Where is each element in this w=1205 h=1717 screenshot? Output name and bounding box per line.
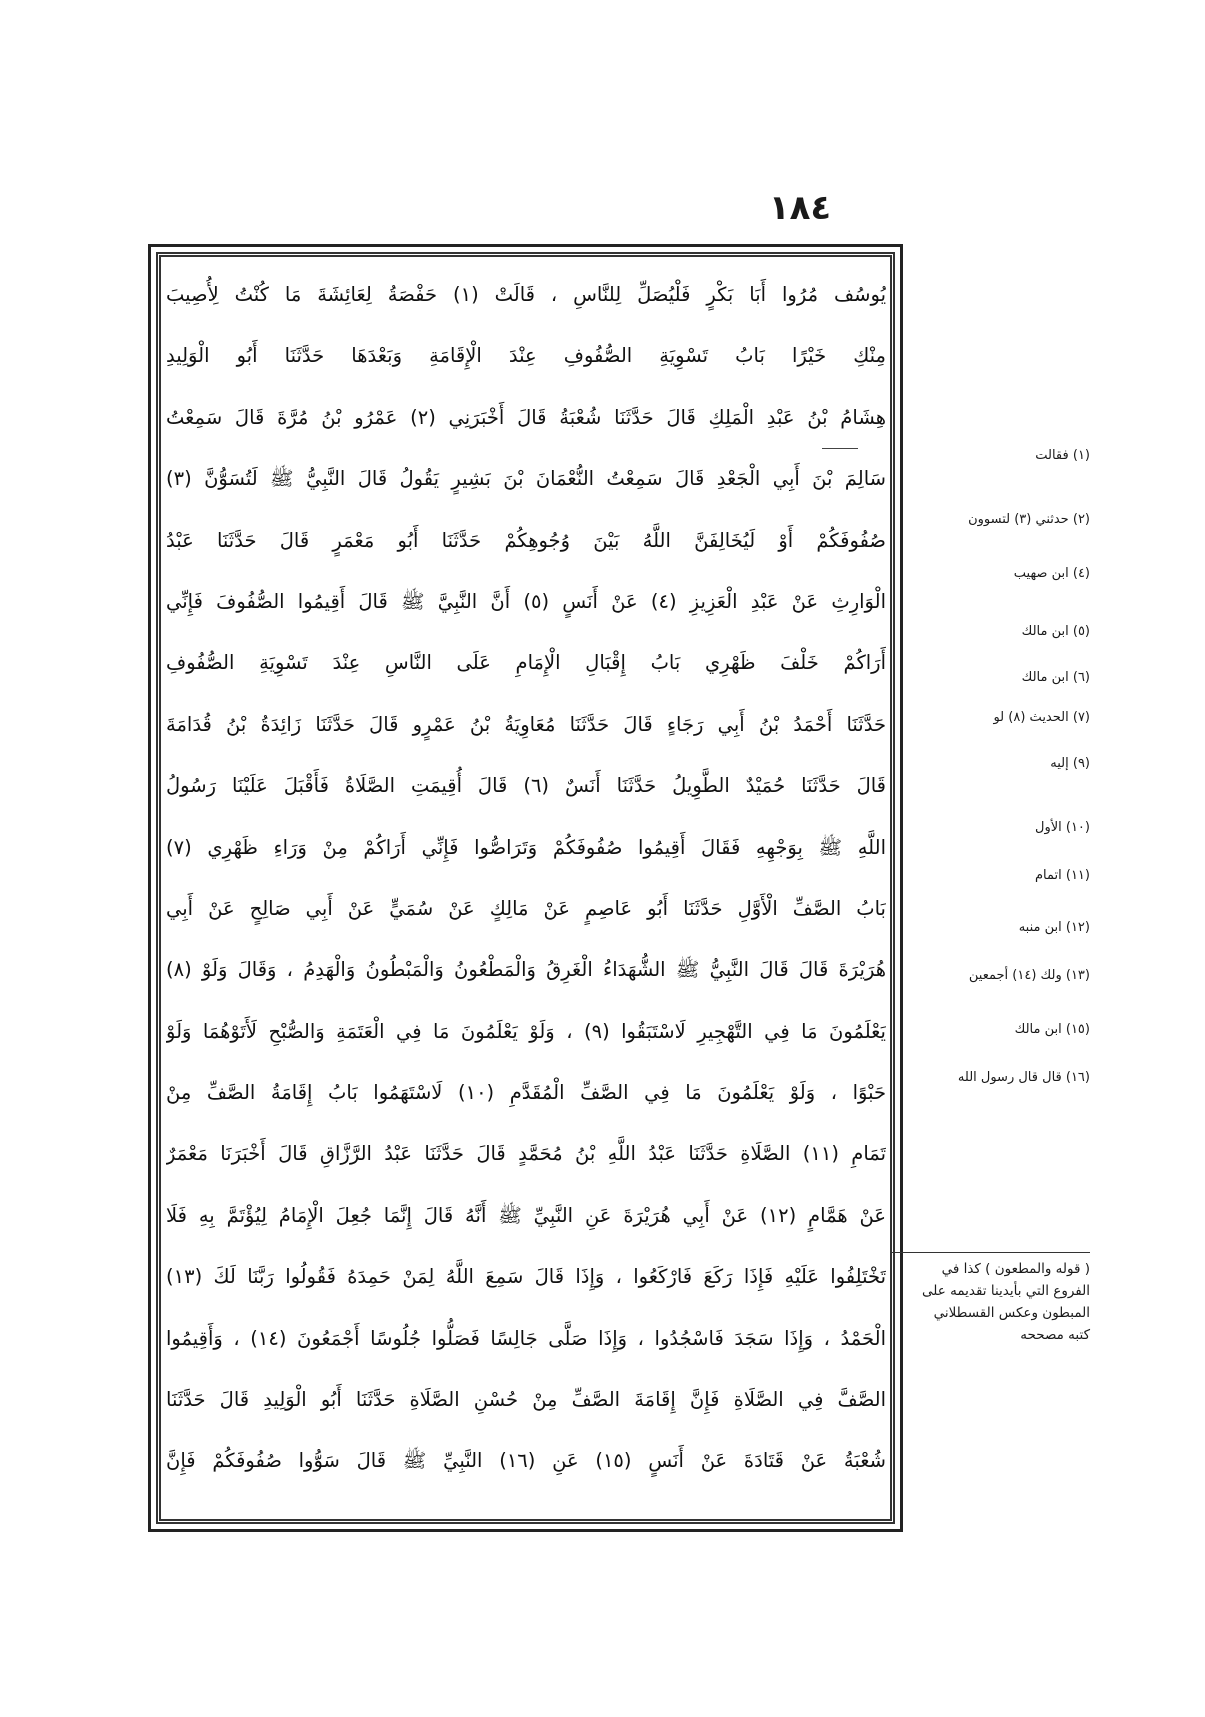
text-line: الْحَمْدُ ، وَإِذَا سَجَدَ فَاسْجُدُوا ، وَإِذَا صَلَّى جَالِسًا فَصَلُّوا جُلُوسًا أَجْمَعُونَ (١٤) ، وَأَقِيمُوا xyxy=(166,1326,886,1350)
main-text-body xyxy=(166,264,886,1492)
text-line: شُعْبَةُ عَنْ قَتَادَةَ عَنْ أَنَسٍ (١٥) عَنِ (١٦) النَّبِيِّ ﷺ قَالَ سَوُّوا صُفُوفَكُمْ فَإِنَّ xyxy=(166,1449,886,1473)
text-line: قَالَ حَدَّثَنَا حُمَيْدٌ الطَّوِيلُ حَدَّثَنَا أَنَسٌ (٦) قَالَ أُقِيمَتِ الصَّلَاةُ فَأَقْبَلَ عَلَيْنَا رَسُولُ xyxy=(166,774,886,798)
margin-rule xyxy=(822,448,858,449)
text-line: أَرَاكُمْ خَلْفَ ظَهْرِي بَابُ إِقْبَالِ الْإِمَامِ عَلَى النَّاسِ عِنْدَ تَسْوِيَةِ الصُّفُوفِ xyxy=(166,651,886,675)
margin-note: (١٠) الأول xyxy=(1035,820,1090,835)
footnote xyxy=(900,1258,1090,1346)
margin-note: (١٣) ولك (١٤) أجمعين xyxy=(968,968,1090,983)
margin-note: (١٥) ابن مالك xyxy=(1014,1022,1090,1037)
text-line: هُرَيْرَةَ قَالَ قَالَ النَّبِيُّ ﷺ الشُّهَدَاءُ الْغَرِقُ وَالْمَطْعُونُ وَالْمَبْطُونُ وَالْهَدِمُ ، وَقَالَ وَلَوْ (٨) xyxy=(166,958,886,982)
footnote-line: كتبه مصححه xyxy=(1020,1327,1090,1343)
footnote-line: المبطون وعكس القسطلاني xyxy=(933,1305,1090,1321)
text-line: الصَّفَّ فِي الصَّلَاةِ فَإِنَّ إِقَامَةَ الصَّفِّ مِنْ حُسْنِ الصَّلَاةِ حَدَّثَنَا أَبُو الْوَلِيدِ قَالَ حَدَّثَنَا xyxy=(166,1388,886,1412)
text-line: بَابُ الصَّفِّ الْأَوَّلِ حَدَّثَنَا أَبُو عَاصِمٍ عَنْ مَالِكٍ عَنْ سُمَيٍّ عَنْ أَبِي صَالِحٍ عَنْ أَبِي xyxy=(166,896,886,920)
margin-note: (١١) اتمام xyxy=(1034,868,1090,883)
text-line: مِنْكِ خَيْرًا بَابُ تَسْوِيَةِ الصُّفُوفِ عِنْدَ الْإِقَامَةِ وَبَعْدَهَا حَدَّثَنَا أَبُو الْوَلِيدِ xyxy=(166,344,886,368)
footnote-separator xyxy=(890,1252,1090,1253)
margin-note: (٩) إليه xyxy=(1050,756,1090,771)
text-line: عَنْ هَمَّامٍ (١٢) عَنْ أَبِي هُرَيْرَةَ عَنِ النَّبِيِّ ﷺ أَنَّهُ قَالَ إِنَّمَا جُعِلَ الْإِمَامُ لِيُؤْتَمَّ بِهِ فَلَا xyxy=(166,1203,886,1227)
text-line: يُوسُف مُرُوا أَبَا بَكْرٍ فَلْيُصَلِّ لِلنَّاسِ ، قَالَتْ (١) حَفْصَةُ لِعَائِشَةَ مَا كُنْتُ لِأُصِيبَ xyxy=(166,283,886,306)
margin-note: (١) فقالت xyxy=(1035,448,1090,463)
footnote-line: الفروع التي بأيدينا تقديمه على xyxy=(922,1283,1090,1299)
text-line: سَالِمَ بْنَ أَبِي الْجَعْدِ قَالَ سَمِعْتُ النُّعْمَانَ بْنَ بَشِيرٍ يَقُولُ قَالَ النَّبِيُّ ﷺ لَتُسَوُّنَّ (٣) xyxy=(166,467,886,491)
margin-note: (٧) الحديث (٨) لو xyxy=(993,710,1090,725)
text-line: حَبْوًا ، وَلَوْ يَعْلَمُونَ مَا فِي الصَّفِّ الْمُقَدَّمِ (١٠) لَاسْتَهَمُوا بَابُ إِقَامَةُ الصَّفِّ مِنْ xyxy=(166,1081,886,1105)
text-line: اللَّهِ ﷺ بِوَجْهِهِ فَقَالَ أَقِيمُوا صُفُوفَكُمْ وَتَرَاصُّوا فَإِنِّي أَرَاكُمْ مِنْ وَرَاءِ ظَهْرِي (٧) xyxy=(166,835,886,859)
footnote-line: ( قوله والمطعون ) كذا في xyxy=(941,1261,1090,1277)
text-line: تَخْتَلِفُوا عَلَيْهِ فَإِذَا رَكَعَ فَارْكَعُوا ، وَإِذَا قَالَ سَمِعَ اللَّهُ لِمَنْ حَمِدَهُ فَقُولُوا رَبَّنَا لَكَ (١٣) xyxy=(166,1265,886,1289)
text-line: حَدَّثَنَا أَحْمَدُ بْنُ أَبِي رَجَاءٍ قَالَ حَدَّثَنَا مُعَاوِيَةُ بْنُ عَمْرٍو قَالَ حَدَّثَنَا زَائِدَةُ بْنُ قُدَامَةَ xyxy=(166,712,886,736)
margin-note: (١٢) ابن منبه xyxy=(1018,920,1090,935)
text-line: يَعْلَمُونَ مَا فِي التَّهْجِيرِ لَاسْتَبَقُوا (٩) ، وَلَوْ يَعْلَمُونَ مَا فِي الْعَتَمَةِ وَالصُّبْحِ لَأَتَوْهُمَا وَلَوْ xyxy=(166,1019,886,1043)
margin-note: (٥) ابن مالك xyxy=(1021,624,1090,639)
text-line: الْوَارِثِ عَنْ عَبْدِ الْعَزِيزِ (٤) عَنْ أَنَسٍ (٥) أَنَّ النَّبِيَّ ﷺ قَالَ أَقِيمُوا الصُّفُوفَ فَإِنِّي xyxy=(166,589,886,613)
text-line: هِشَامُ بْنُ عَبْدِ الْمَلِكِ قَالَ حَدَّثَنَا شُعْبَةُ قَالَ أَخْبَرَنِي (٢) عَمْرُو بْنُ مُرَّةَ قَالَ سَمِعْتُ xyxy=(166,405,886,429)
margin-note: (٢) حدثني (٣) لتسوون xyxy=(968,512,1090,527)
text-line: تَمَامِ (١١) الصَّلَاةِ حَدَّثَنَا عَبْدُ اللَّهِ بْنُ مُحَمَّدٍ قَالَ حَدَّثَنَا عَبْدُ الرَّزَّاقِ قَالَ أَخْبَرَنَا مَعْمَرٌ xyxy=(166,1142,886,1166)
page-number: ١٨٤ xyxy=(768,188,832,228)
margin-note: (٤) ابن صهيب xyxy=(1013,566,1090,581)
margin-note: (١٦) قال قال رسول الله xyxy=(957,1070,1090,1085)
margin-note: (٦) ابن مالك xyxy=(1021,670,1090,685)
text-line: صُفُوفَكُمْ أَوْ لَيُخَالِفَنَّ اللَّهُ بَيْنَ وُجُوهِكُمْ حَدَّثَنَا أَبُو مَعْمَرٍ قَالَ حَدَّثَنَا عَبْدُ xyxy=(166,528,886,552)
